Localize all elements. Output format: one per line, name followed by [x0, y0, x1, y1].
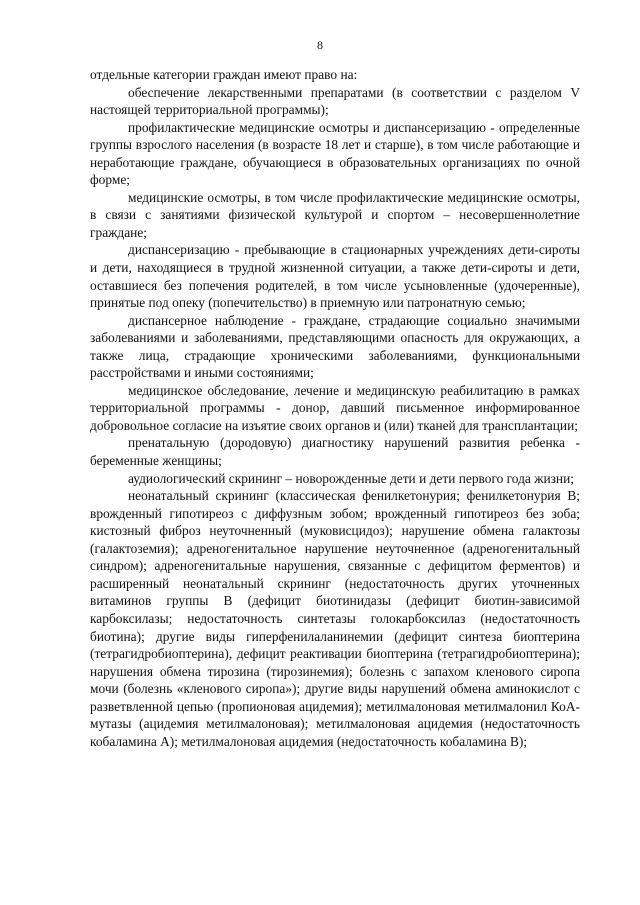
paragraph-donor-examination: медицинское обследование, лечение и медицинскую реабилитацию в рамках территориальной программы - донор, давший письменное информированное добровольное согласие на изъятие своих органов и (или) тканей для трансплантации; — [90, 382, 580, 433]
paragraph-prenatal-diagnostics: пренатальную (дородовую) диагностику нарушений развития ребенка - беременные женщины; — [90, 435, 580, 469]
document-body — [90, 66, 580, 750]
paragraph-preventive-exams: профилактические медицинские осмотры и диспансеризацию - определенные группы взрослого населения (в возрасте 18 лет и старше), в том числе работающие и неработающие граждане, обучающиеся в образовательных организациях по очной форме; — [90, 119, 580, 188]
paragraph-audiology-screening: аудиологический скрининг – новорожденные дети и дети первого года жизни; — [128, 470, 574, 486]
paragraph-neonatal-screening: неонатальный скрининг (классическая фенилкетонурия; фенилкетонурия В; врожденный гипотиреоз с диффузным зобом; врожденный гипотиреоз без зоба; кистозный фиброз неуточненный (муковисцидоз); нарушение обмена галактозы (галактоземия); адреногенитальное нарушение неуточненное (адреногенитальный синдром); адреногенитальные нарушения, связанные с дефицитом ферментов) и расширенный неонатальный скрининг (недостаточность других уточненных витаминов группы В (дефицит биотинидазы (дефицит биотин-зависимой карбоксилазы; недостаточность синтетазы голокарбоксилаз (недостаточность биотина); другие виды гиперфенилаланинемии (дефицит синтеза биоптерина (тетрагидробиоптерина), дефицит реактивации биоптерина (тетрагидробиоптерина); нарушения обмена тирозина (тирозинемия); болезнь с запахом кленового сиропа мочи (болезнь «кленового сиропа»); другие виды нарушений обмена аминокислот с разветвленной цепью (пропионовая ацидемия); метилмалоновая метилмалонил КоА-мутазы (ацидемия метилмалоновая); метилмалоновая ацидемия (недостаточность кобаламина А); метилмалоновая ацидемия (недостаточность кобаламина В); — [90, 488, 580, 749]
paragraph-dispensary-observation: диспансерное наблюдение - граждане, страдающие социально значимыми заболеваниями и заболеваниями, представляющими опасность для окружающих, а также лица, страдающие хроническими заболеваниями, функциональными расстройствами и иными состояниями; — [90, 312, 580, 381]
paragraph-intro: отдельные категории граждан имеют право на: — [90, 67, 358, 82]
page-number: 8 — [317, 38, 323, 52]
paragraph-sports-exams: медицинские осмотры, в том числе профилактические медицинские осмотры, в связи с занятиями физической культурой и спортом – несовершеннолетние граждане; — [90, 189, 580, 240]
paragraph-medicines: обеспечение лекарственными препаратами (в соответствии с разделом V настоящей территориальной программы); — [90, 84, 580, 118]
paragraph-orphans-dispensarization: диспансеризацию - пребывающие в стационарных учреждениях дети-сироты и дети, находящиеся в трудной жизненной ситуации, а также дети-сироты и дети, оставшиеся без попечения родителей, в том числе усыновленные (удочеренные), принятые под опеку (попечительство) в приемную или патронатную семью; — [90, 242, 580, 311]
